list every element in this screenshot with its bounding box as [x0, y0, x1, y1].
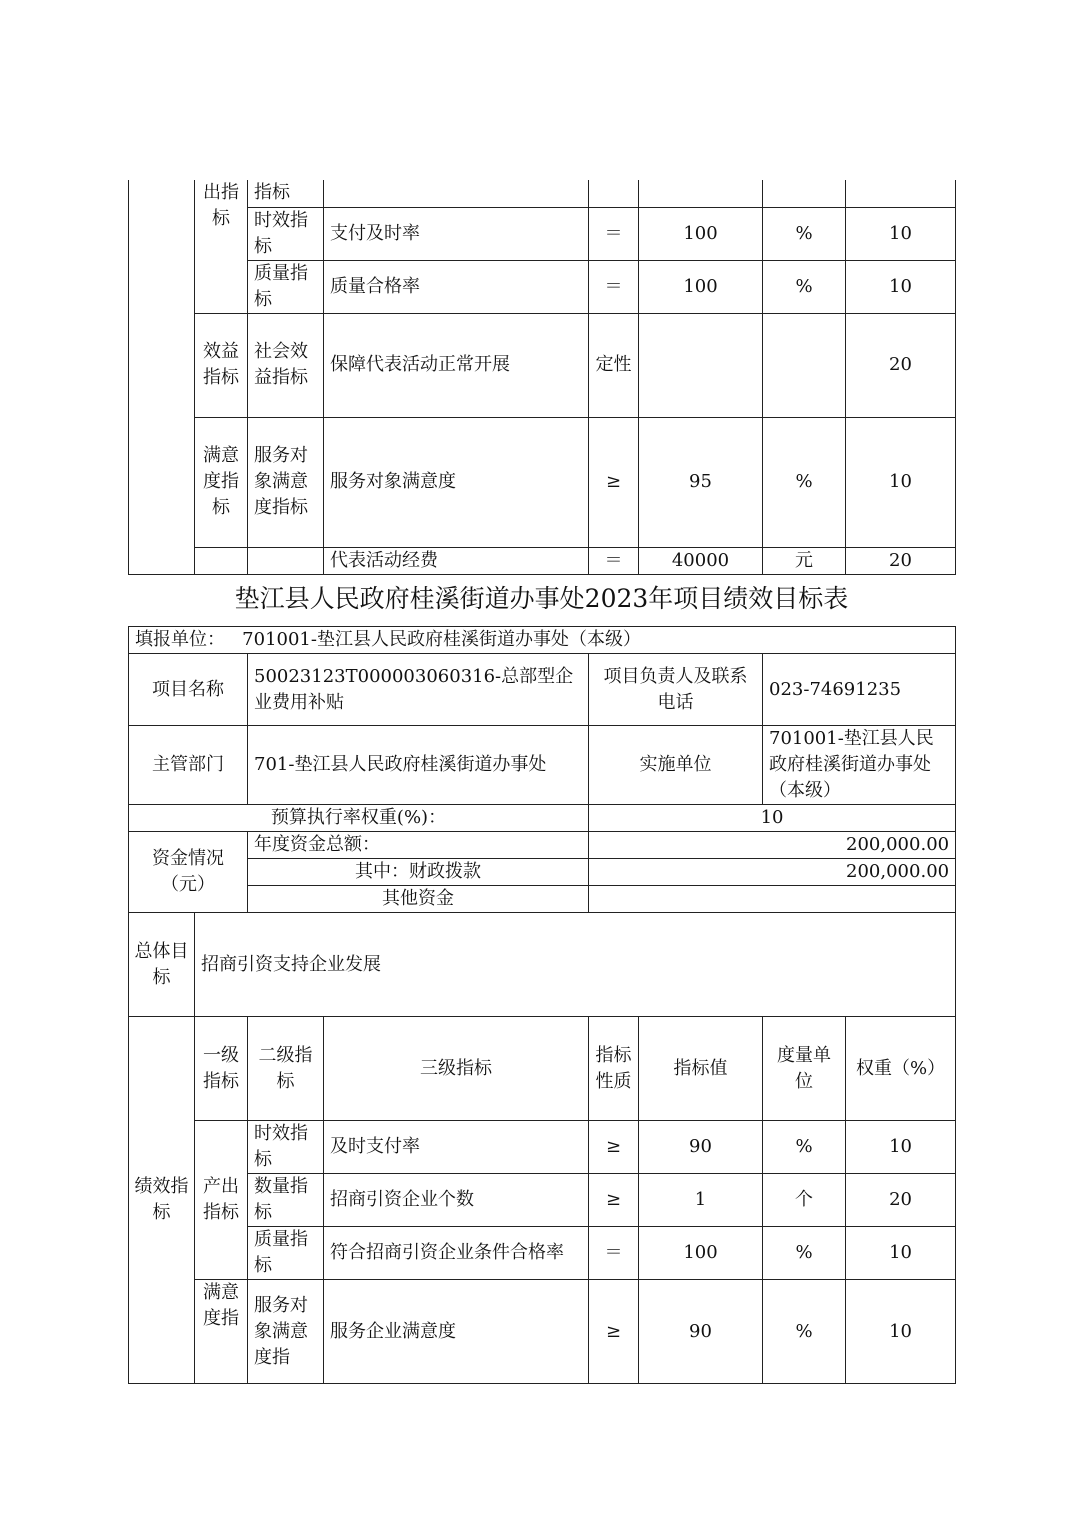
unit-cell: % — [763, 1121, 846, 1174]
unit-cell: % — [763, 1227, 846, 1280]
l2-cell: 质量指标 — [248, 1227, 324, 1280]
nature-cell: ＝ — [589, 207, 639, 260]
project-name-value: 50023123T000003060316-总部型企业费用补贴 — [248, 654, 589, 726]
l2-cell: 社会效益指标 — [248, 313, 324, 417]
l3-cell: 保障代表活动正常开展 — [324, 313, 589, 417]
header-l1: 一级指标 — [195, 1017, 248, 1121]
funds-total-value: 200,000.00 — [589, 832, 956, 859]
nature-cell: ＝ — [589, 547, 639, 574]
l2-cell: 时效指标 — [248, 207, 324, 260]
unit-cell: 元 — [763, 547, 846, 574]
header-nature: 指标性质 — [589, 1017, 639, 1121]
l1-cell — [195, 547, 248, 574]
page-title: 垫江县人民政府桂溪街道办事处2023年项目绩效目标表 — [234, 584, 849, 613]
weight-cell: 10 — [846, 1121, 956, 1174]
l3-cell: 质量合格率 — [324, 260, 589, 313]
unit-cell: % — [763, 1280, 846, 1384]
performance-target-table — [128, 626, 956, 1384]
value-cell: 1 — [639, 1174, 763, 1227]
unit-cell: % — [763, 207, 846, 260]
nature-cell: ＝ — [589, 1227, 639, 1280]
unit-cell: % — [763, 417, 846, 547]
budget-weight-value: 10 — [589, 805, 956, 832]
nature-cell: ≥ — [589, 1121, 639, 1174]
funds-other-label: 其他资金 — [248, 886, 589, 913]
nature-cell: ≥ — [589, 417, 639, 547]
budget-weight-label: 预算执行率权重(%)： — [129, 805, 589, 832]
l2-cell: 服务对象满意度指 — [248, 1280, 324, 1384]
weight-cell: 10 — [846, 417, 956, 547]
project-name-label: 项目名称 — [129, 654, 248, 726]
header-l3: 三级指标 — [324, 1017, 589, 1121]
l2-cell: 服务对象满意度指标 — [248, 417, 324, 547]
output-indicator-label-continued: 出指标 — [195, 180, 248, 313]
value-cell: 95 — [639, 417, 763, 547]
header-unit: 度量单位 — [763, 1017, 846, 1121]
perf-indicator-label: 绩效指标 — [129, 1017, 195, 1384]
funds-label: 资金情况（元） — [129, 832, 248, 913]
value-cell: 90 — [639, 1121, 763, 1174]
weight-cell: 10 — [846, 1227, 956, 1280]
value-cell — [639, 313, 763, 417]
l3-cell: 招商引资企业个数 — [324, 1174, 589, 1227]
continued-indicator-table — [128, 180, 956, 575]
reporting-unit-value: 701001-垫江县人民政府桂溪街道办事处（本级） — [242, 629, 641, 650]
l3-cell: 代表活动经费 — [324, 547, 589, 574]
nature-cell: ≥ — [589, 1280, 639, 1384]
unit-cell — [763, 180, 846, 207]
nature-cell: ≥ — [589, 1174, 639, 1227]
nature-cell: ＝ — [589, 260, 639, 313]
unit-cell: 个 — [763, 1174, 846, 1227]
weight-cell: 20 — [846, 1174, 956, 1227]
reporting-unit-row — [129, 627, 956, 654]
value-cell: 100 — [639, 260, 763, 313]
dept-value: 701-垫江县人民政府桂溪街道办事处 — [248, 726, 589, 805]
header-weight: 权重（%） — [846, 1017, 956, 1121]
weight-cell: 10 — [846, 207, 956, 260]
satisfaction-indicator-label: 满意度指标 — [195, 417, 248, 547]
value-cell — [639, 180, 763, 207]
value-cell: 100 — [639, 207, 763, 260]
contact-value: 023-74691235 — [763, 654, 956, 726]
nature-cell — [589, 180, 639, 207]
impl-unit-label: 实施单位 — [589, 726, 763, 805]
overall-goal-label: 总体目标 — [129, 913, 195, 1017]
unit-cell — [763, 313, 846, 417]
unit-cell: % — [763, 260, 846, 313]
reporting-unit-label: 填报单位： — [135, 629, 225, 650]
perf-indicator-column-continued — [129, 180, 195, 574]
funds-fiscal-value: 200,000.00 — [589, 859, 956, 886]
l3-cell: 及时支付率 — [324, 1121, 589, 1174]
weight-cell — [846, 180, 956, 207]
value-cell: 40000 — [639, 547, 763, 574]
l2-cell: 数量指标 — [248, 1174, 324, 1227]
l2-cell: 质量指标 — [248, 260, 324, 313]
impl-unit-value: 701001-垫江县人民政府桂溪街道办事处（本级） — [763, 726, 956, 805]
contact-label: 项目负责人及联系电话 — [589, 654, 763, 726]
funds-total-label: 年度资金总额： — [248, 832, 589, 859]
satisfaction-indicator-label: 满意度指 — [195, 1280, 248, 1384]
l3-cell: 符合招商引资企业条件合格率 — [324, 1227, 589, 1280]
value-cell: 90 — [639, 1280, 763, 1384]
weight-cell: 20 — [846, 313, 956, 417]
output-indicator-label: 产出指标 — [195, 1121, 248, 1280]
l3-cell: 支付及时率 — [324, 207, 589, 260]
value-cell: 100 — [639, 1227, 763, 1280]
overall-goal-value: 招商引资支持企业发展 — [195, 913, 956, 1017]
l3-cell: 服务对象满意度 — [324, 417, 589, 547]
weight-cell: 10 — [846, 1280, 956, 1384]
l3-cell — [324, 180, 589, 207]
dept-label: 主管部门 — [129, 726, 248, 805]
l2-cell: 时效指标 — [248, 1121, 324, 1174]
funds-other-value — [589, 886, 956, 913]
l2-cell — [248, 547, 324, 574]
header-l2: 二级指标 — [248, 1017, 324, 1121]
l2-cell: 指标 — [248, 180, 324, 207]
weight-cell: 10 — [846, 260, 956, 313]
l3-cell: 服务企业满意度 — [324, 1280, 589, 1384]
header-value: 指标值 — [639, 1017, 763, 1121]
weight-cell: 20 — [846, 547, 956, 574]
nature-cell: 定性 — [589, 313, 639, 417]
benefit-indicator-label: 效益指标 — [195, 313, 248, 417]
funds-fiscal-label: 其中：财政拨款 — [248, 859, 589, 886]
